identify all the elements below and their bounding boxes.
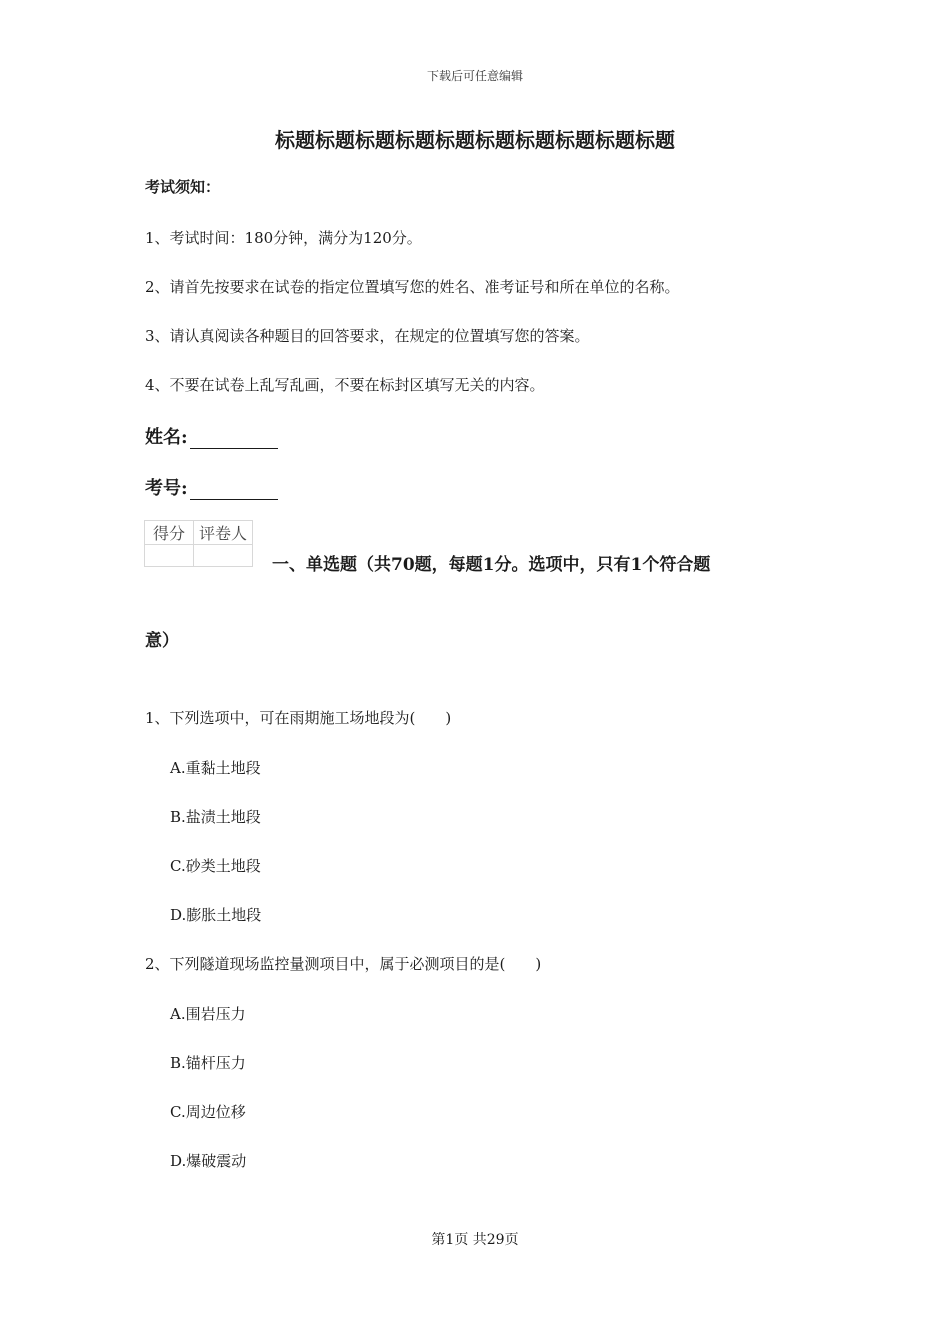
exam-number-field	[145, 474, 278, 500]
question-2-option-b: B.锚杆压力	[170, 1054, 246, 1072]
notice-item: 4、不要在试卷上乱写乱画，不要在标封区填写无关的内容。	[145, 376, 545, 394]
question-1-option-c: C.砂类土地段	[170, 857, 261, 875]
page-header: 下载后可任意编辑	[426, 69, 523, 83]
notice-item: 2、请首先按要求在试卷的指定位置填写您的姓名、准考证号和所在单位的名称。	[145, 278, 680, 296]
notice-item: 3、请认真阅读各种题目的回答要求，在规定的位置填写您的答案。	[145, 327, 590, 345]
question-1-option-b: B.盐渍土地段	[170, 808, 261, 826]
score-cell[interactable]	[145, 545, 194, 567]
question-1-option-a: A.重黏土地段	[170, 759, 261, 777]
question-2: 2、下列隧道现场监控量测项目中，属于必测项目的是( )	[145, 955, 542, 973]
name-field	[145, 423, 278, 449]
document-title: 标题标题标题标题标题标题标题标题标题标题	[275, 128, 675, 152]
score-header: 得分	[145, 521, 194, 545]
notice-item: 1、考试时间：180分钟，满分为120分。	[145, 229, 422, 247]
score-table	[144, 520, 253, 567]
name-blank[interactable]	[190, 430, 278, 449]
question-1-option-d: D.膨胀土地段	[170, 906, 262, 924]
grader-header: 评卷人	[194, 521, 253, 545]
question-2-option-c: C.周边位移	[170, 1103, 246, 1121]
page-footer: 第1页 共29页	[431, 1232, 519, 1248]
section-title: 一、单选题（共70题，每题1分。选项中，只有1个符合题	[272, 555, 711, 575]
question-2-option-d: D.爆破震动	[170, 1152, 247, 1170]
question-1: 1、下列选项中，可在雨期施工场地段为( )	[145, 709, 452, 727]
exam-number-label: 考号:	[145, 478, 188, 499]
grader-cell[interactable]	[194, 545, 253, 567]
name-label: 姓名:	[145, 427, 188, 448]
notice-heading: 考试须知：	[145, 178, 221, 196]
exam-number-blank[interactable]	[190, 481, 278, 500]
question-2-option-a: A.围岩压力	[170, 1005, 246, 1023]
section-title-continued: 意）	[145, 631, 179, 651]
